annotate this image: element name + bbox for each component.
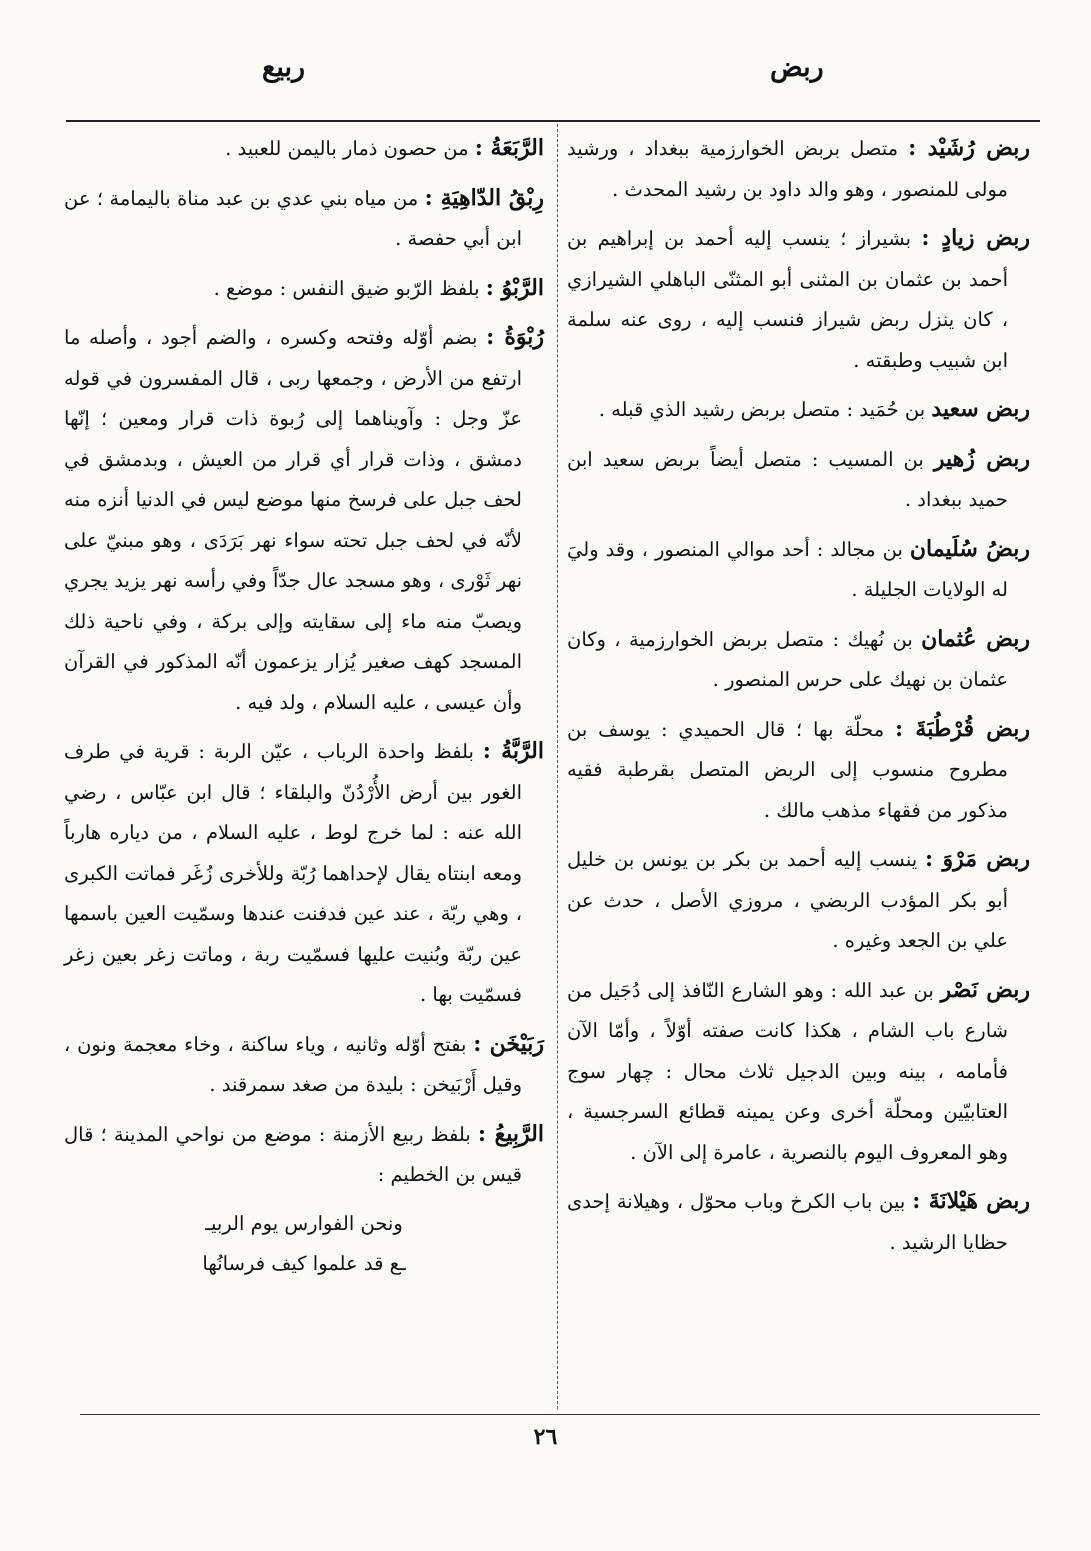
entry-text: بفتح أوّله وثانيه ، وياء ساكنة ، وخاء معجمة ونون ، وقيل أَرْبَيخن : بليدة من صغد سمرقند . — [64, 1032, 522, 1096]
entry-text: من حصون ذمار باليمن للعبيد . — [225, 137, 469, 160]
entry-headword: الرَّبْوُ : — [485, 274, 544, 301]
dictionary-entry — [64, 128, 544, 170]
page-header — [0, 52, 1091, 102]
entry-headword: ربض مَرْوَ : — [925, 846, 1031, 872]
dictionary-entry — [567, 128, 1030, 210]
dictionary-entry — [567, 389, 1030, 431]
entry-text: بشيراز ؛ ينسب إليه أحمد بن إبراهيم بن أحمد بن عثمان بن المثنى أبو المثنّى الباهلي الشيرازي ، كان ينزل ربض شيراز فنسب إليه ، روى عنه سلمة ابن شبيب وطبقته . — [567, 227, 1008, 372]
dictionary-entry — [567, 619, 1030, 701]
dictionary-entry — [64, 1024, 544, 1106]
dictionary-entry — [567, 439, 1030, 521]
entry-headword: ربض نَصْر — [940, 976, 1030, 1003]
entry-text: بلفظ ربيع الأزمنة : موضع من نواحي المدينة ؛ قال قيس بن الخطيم : — [64, 1122, 522, 1186]
entry-text: بين باب الكرخ وباب محوّل ، وهيلانة إحدى حظايا الرشيد . — [567, 1190, 1008, 1254]
left-column — [64, 128, 544, 1293]
entry-text: بن عبد الله : وهو الشارع النّافذ إلى دُجَيل من شارع باب الشام ، هكذا كانت صفته أوّلاً ، وأمّا الآن فأمامه ، بينه وبين الدجيل ثلاث محال : چهار سوج العتابيّين ومحلّة أخرى وعن يمينه قطائع السرجسية ، وهو المعروف اليوم بالنصرية ، عامرة إلى الآن . — [567, 978, 1008, 1164]
dictionary-entry — [567, 529, 1030, 611]
dictionary-entry — [64, 317, 544, 723]
entry-headword: الرَّبِيعُ : — [477, 1120, 544, 1147]
dictionary-entry — [64, 268, 544, 310]
entry-text: بضم أوّله وفتحه وكسره ، والضم أجود ، وأصله ما ارتفع من الأرض ، وجمعها ربى ، قال المفسرون في قوله عزّ وجل : وآويناهما إلى رُبوة ذات قرار ومعين ؛ إنّها دمشق ، وذات قرار أي قرار من العيش ، وبدمشق في لحف جبل على فرسخ منها موضع ليس في الدنيا أنزه منه لأنّه في لحف جبل تحته سواء نهر بَرَدَى ، وهو مبنيّ على نهر ثَوْرى ، وهو مسجد عال جدّاً وفي رأسه نهر يزيد يجري ويصبّ منه ماء إلى سقايته وإلى بركة ، وفي ناحية ذلك المسجد كهف صغير يُزار يزعمون أنّه المذكور في القرآن وأن عيسى ، عليه السلام ، ولد فيه . — [64, 326, 522, 714]
dictionary-entry — [567, 218, 1030, 381]
entry-text: ينسب إليه أحمد بن بكر بن يونس بن خليل أبو بكر المؤدب الربضي ، مروزي الأصل ، حدث عن علي بن الجعد وغيره . — [567, 848, 1008, 952]
entry-text: بن حُمَيد : متصل بربض رشيد الذي قبله . — [598, 398, 926, 421]
entry-headword: ربضُ سُلَيمان — [909, 535, 1030, 562]
entry-text: بن مجالد : أحد موالي المنصور ، وقد وليَ له الولايات الجليلة . — [567, 537, 1008, 601]
column-divider — [557, 124, 558, 1409]
entry-text: بن نُهيك : متصل بربض الخوارزمية ، وكان عثمان بن نهيك على حرس المنصور . — [567, 627, 1008, 691]
entry-text: محلّة بها ؛ قال الحميدي : يوسف بن مطروح منسوب إلى الربض المتصل بقرطبة فقيه مذكور من فقهاء مذهب مالك . — [567, 717, 1008, 822]
dictionary-entry — [567, 839, 1030, 962]
left-running-title: ربيع — [262, 52, 306, 83]
dictionary-entry — [64, 178, 544, 260]
entry-text: من مياه بني عدي بن عبد مناة باليمامة ؛ عن ابن أبي حفصة . — [64, 186, 522, 250]
entry-headword: ربض عُثمان — [921, 625, 1030, 652]
entry-headword: ربض زيادٍ : — [921, 225, 1030, 251]
entry-headword: رَبَيْخَن : — [473, 1030, 544, 1057]
dictionary-entry — [567, 970, 1030, 1174]
poetry-verse — [64, 1204, 544, 1285]
entry-headword: ربض سعيد — [931, 396, 1030, 422]
entry-headword: ربض زُهير — [933, 445, 1030, 472]
entry-text: بلفظ الرّبو ضيق النفس : موضع . — [213, 276, 480, 300]
dictionary-entry — [64, 731, 544, 1016]
entry-headword: الرَّبَعَةُ : — [474, 135, 544, 161]
dictionary-entry — [567, 709, 1030, 832]
right-column — [567, 128, 1030, 1271]
footer-rule — [80, 1414, 1040, 1415]
entry-headword: ربض رُشَيْد : — [908, 135, 1030, 161]
dictionary-entry — [567, 1181, 1030, 1263]
entry-text: متصل بربض الخوارزمية ببغداد ، ورشيد مولى للمنصور ، وهو والد داود بن رشيد المحدث . — [567, 137, 1008, 201]
entry-headword: ربض هَيْلانَةَ : — [912, 1188, 1030, 1214]
verse-line: ونحن الفوارس يوم الربيـ — [205, 1211, 403, 1235]
header-rule — [66, 120, 1040, 122]
entry-text: بلفظ واحدة الرباب ، عيّن الربة : قرية في طرف الغور بين أرض الأُرْدُنّ والبلقاء ؛ قال ابن عبّاس ، رضي الله عنه : لما خرج لوط ، عليه السلام ، من دياره هارباً ومعه ابنتاه يقال لإحداهما رُبّة وللأخرى زُغَر فماتت الكبرى ، وهي ربّة ، عند عين فدفنت عندها وسمّيت العين باسمها عين ربّة وبُنيت عليها فسمّيت ربة ، وماتت زغر بعين زغر فسمّيت بها . — [64, 740, 522, 1006]
verse-line: ـع قد علموا كيف فرسانُها — [202, 1252, 406, 1275]
dictionary-entry — [64, 1114, 544, 1196]
entry-headword: رُبْوَةُ : — [486, 324, 544, 350]
entry-headword: رِبْقُ الدّاهِيَةِ : — [424, 184, 545, 211]
entry-headword: الرَّبَّةُ : — [482, 738, 544, 764]
entry-text: بن المسيب : متصل أيضاً بربض سعيد ابن حميد ببغداد . — [567, 447, 1008, 511]
right-running-title: ربض — [770, 52, 824, 83]
page-number: ٢٦ — [533, 1424, 558, 1450]
entry-headword: ربض قُرْطُبَةَ : — [895, 715, 1030, 742]
